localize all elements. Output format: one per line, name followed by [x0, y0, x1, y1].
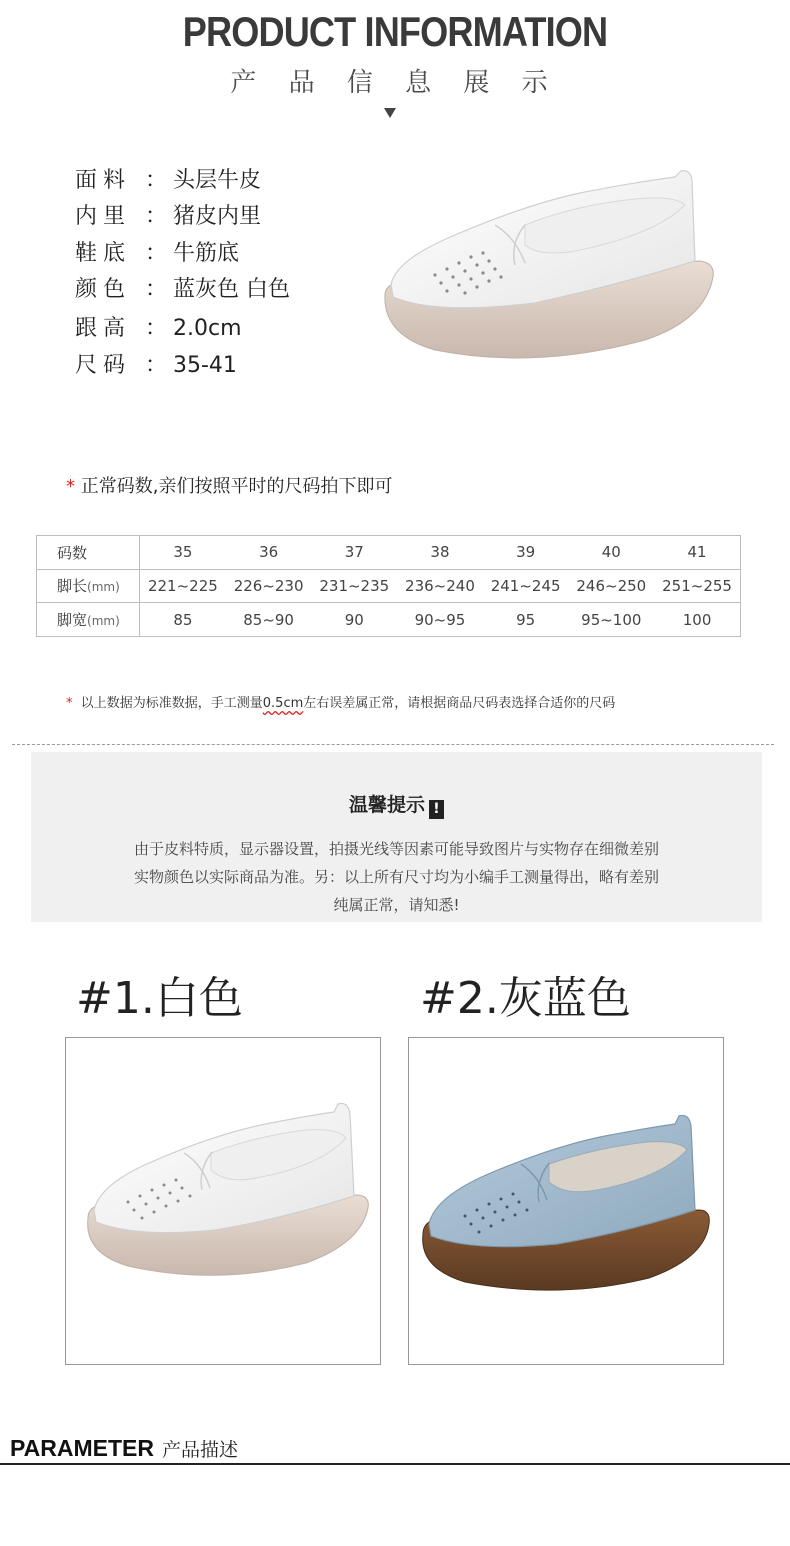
- spec-label: 颜色: [75, 277, 132, 302]
- spec-value: 蓝灰色 白色: [173, 277, 290, 302]
- parameter-heading: [10, 1435, 238, 1462]
- spec-value: 牛筋底: [173, 241, 240, 266]
- row-header: 脚长(mm): [37, 569, 140, 603]
- table-cell: 85~90: [226, 603, 312, 637]
- white-shoe-image: [66, 1038, 380, 1364]
- spec-colon: ：: [144, 277, 167, 302]
- table-row: [37, 603, 741, 637]
- spec-colon: ：: [144, 353, 167, 378]
- spec-value: 2.0cm: [173, 316, 242, 341]
- star-icon: *: [66, 696, 73, 711]
- unit-label: (mm): [87, 614, 120, 629]
- table-cell: 246~250: [568, 569, 654, 603]
- spec-colon: ：: [144, 316, 167, 341]
- table-cell: 36: [226, 536, 312, 570]
- tip-title: [31, 790, 762, 819]
- table-cell: 100: [654, 603, 740, 637]
- tip-title-text: 温馨提示: [348, 794, 425, 816]
- table-cell: 236~240: [397, 569, 483, 603]
- size-note: [66, 472, 392, 498]
- table-cell: 90~95: [397, 603, 483, 637]
- table-cell: 221~225: [140, 569, 226, 603]
- spec-value: 头层牛皮: [173, 168, 262, 193]
- spec-label: 尺码: [75, 353, 132, 378]
- header-title-cn: 产 品 信 息 展 示: [230, 68, 560, 98]
- spec-label: 面料: [75, 168, 132, 193]
- table-cell: 35: [140, 536, 226, 570]
- tip-line: 实物颜色以实际商品为准。另：以上所有尺寸均为小编手工测量得出，略有差别: [133, 868, 659, 886]
- table-row: [37, 536, 741, 570]
- table-cell: 241~245: [483, 569, 569, 603]
- spec-row-heel: [75, 311, 242, 345]
- row-header: 脚宽(mm): [37, 603, 140, 637]
- spec-row-color: [75, 272, 290, 306]
- tip-line: 纯属正常，请知悉!: [333, 896, 460, 914]
- measurement-note-text: 以上数据为标准数据，手工测量: [80, 696, 263, 711]
- spec-colon: ：: [144, 204, 167, 229]
- table-cell: 39: [483, 536, 569, 570]
- spec-row-material: [75, 163, 261, 197]
- size-table: [36, 535, 741, 637]
- table-cell: 41: [654, 536, 740, 570]
- parameter-title-cn: 产品描述: [161, 1439, 238, 1461]
- spec-row-lining: [75, 199, 261, 233]
- table-cell: 37: [311, 536, 397, 570]
- table-cell: 231~235: [311, 569, 397, 603]
- table-cell: 85: [140, 603, 226, 637]
- spec-value: 35-41: [173, 353, 237, 378]
- table-cell: 226~230: [226, 569, 312, 603]
- blue-shoe-image: [409, 1038, 723, 1364]
- measurement-note-text-2: 左右误差属正常，请根据商品尺码表选择合适你的尺码: [303, 696, 616, 711]
- header-title-en: PRODUCT INFORMATION: [182, 8, 608, 55]
- spec-row-sole: [75, 236, 239, 270]
- product-image-white[interactable]: [65, 1037, 381, 1365]
- down-arrow-icon: [384, 108, 396, 118]
- spec-colon: ：: [144, 241, 167, 266]
- size-note-text: 正常码数,亲们按照平时的尺码拍下即可: [80, 476, 393, 497]
- table-cell: 40: [568, 536, 654, 570]
- tip-line: 由于皮料特质，显示器设置，拍摄光线等因素可能导致图片与实物存在细微差别: [133, 840, 659, 858]
- unit-label: (mm): [87, 580, 120, 595]
- table-cell: 90: [311, 603, 397, 637]
- dashed-divider: [12, 744, 774, 745]
- spec-value: 猪皮内里: [173, 204, 262, 229]
- parameter-divider: [0, 1463, 790, 1465]
- color-heading-blue: #2.灰蓝色: [420, 973, 631, 1024]
- table-cell: 95: [483, 603, 569, 637]
- table-row: [37, 569, 741, 603]
- product-image-blue[interactable]: [408, 1037, 724, 1365]
- spec-label: 跟高: [75, 316, 132, 341]
- exclamation-icon: !: [429, 800, 444, 819]
- color-heading-white: #1.白色: [76, 973, 243, 1024]
- measurement-highlight: 0.5cm: [262, 696, 304, 711]
- row-header: 码数: [37, 536, 140, 570]
- star-icon: *: [66, 476, 75, 497]
- tip-box: [31, 752, 762, 922]
- hero-shoe-image: [375, 165, 720, 370]
- spec-label: 内里: [75, 204, 132, 229]
- parameter-title-en: PARAMETER: [10, 1435, 154, 1461]
- measurement-note: [66, 692, 615, 711]
- table-cell: 251~255: [654, 569, 740, 603]
- spec-colon: ：: [144, 168, 167, 193]
- table-cell: 95~100: [568, 603, 654, 637]
- spec-row-size: [75, 348, 237, 382]
- spec-label: 鞋底: [75, 241, 132, 266]
- table-cell: 38: [397, 536, 483, 570]
